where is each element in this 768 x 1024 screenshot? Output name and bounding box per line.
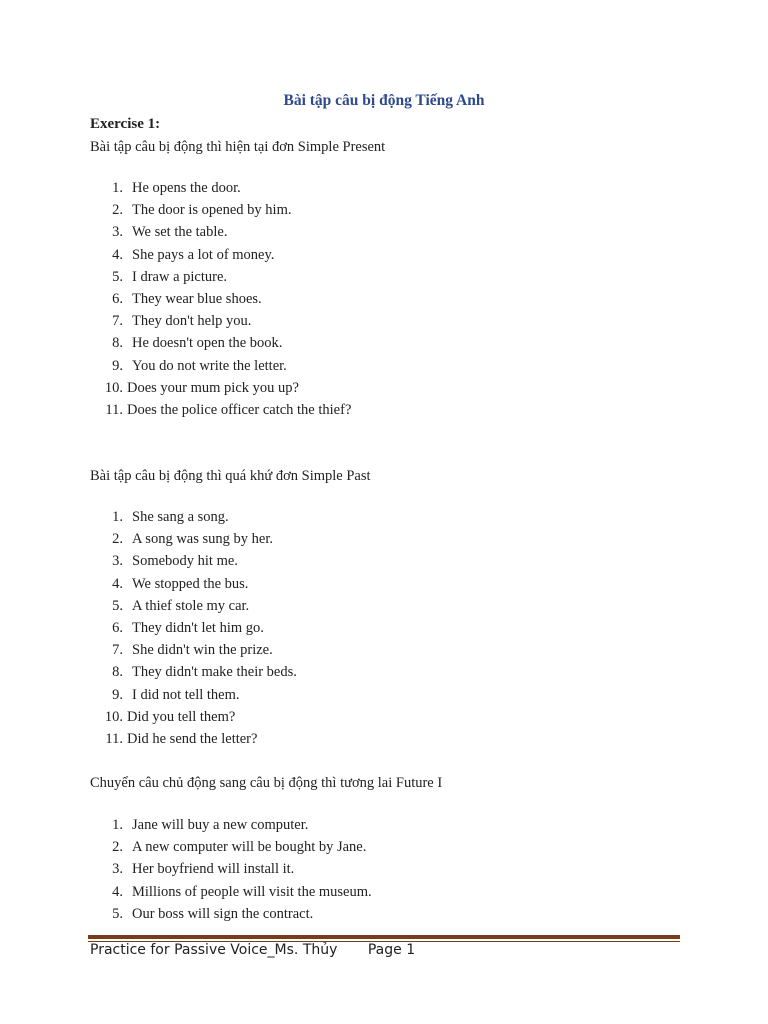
list-item-number: 11. (105, 730, 123, 747)
section-heading-future: Chuyển câu chủ động sang câu bị động thì tương lai Future I (90, 775, 443, 791)
list-item (90, 881, 372, 903)
list-item-text: A new computer will be bought by Jane. (132, 839, 367, 856)
list-item-text: I draw a picture. (132, 268, 228, 285)
list-item (90, 595, 297, 617)
list-item-number: 5. (112, 268, 123, 285)
list-item (90, 706, 297, 728)
list-item-text: Millions of people will visit the museum. (132, 883, 372, 900)
list-item (90, 506, 297, 528)
list-item (90, 550, 297, 572)
list-item-text: I did not tell them. (132, 686, 240, 703)
list-item-text: We set the table. (132, 224, 228, 241)
list-item-text: Does your mum pick you up? (127, 379, 299, 396)
list-item-number: 1. (112, 817, 123, 833)
list-item-number: 5. (112, 905, 123, 922)
list-item-number: 3. (112, 224, 123, 241)
list-item (90, 199, 351, 221)
list-item-text: They didn't let him go. (132, 619, 264, 636)
list-item-number: 4. (112, 883, 123, 900)
list-item-text: Does the police officer catch the thief? (127, 401, 352, 418)
list-item (90, 661, 297, 683)
document-title: Bài tập câu bị động Tiếng Anh (283, 92, 485, 109)
list-item-text: She sang a song. (132, 509, 229, 525)
list-item (90, 684, 297, 706)
list-item-number: 11. (105, 401, 123, 418)
list-item-number: 5. (112, 597, 123, 614)
list-item (90, 177, 351, 199)
list-item-text: Jane will buy a new computer. (132, 817, 309, 833)
list-item-text: Somebody hit me. (132, 553, 238, 570)
list-item-number: 7. (112, 642, 123, 659)
list-item (90, 288, 351, 310)
list-item (90, 836, 372, 858)
list-item-number: 2. (112, 531, 123, 548)
list-item-number: 10. (104, 379, 123, 396)
list-item (90, 399, 351, 421)
list-item (90, 332, 351, 354)
list-item-text: A thief stole my car. (132, 597, 250, 614)
section-heading-past: Bài tập câu bị động thì quá khứ đơn Simple Past (90, 468, 371, 484)
list-item (90, 858, 372, 880)
exercise-heading: Exercise 1: (90, 116, 161, 132)
list-item (90, 221, 351, 243)
list-item (90, 244, 351, 266)
list-item-number: 8. (112, 664, 123, 681)
list-item-number: 4. (112, 575, 123, 592)
list-item-number: 10. (104, 708, 123, 725)
list-item-number: 1. (112, 180, 123, 196)
list-item (90, 573, 297, 595)
list-item (90, 728, 297, 750)
list-item-number: 9. (112, 686, 123, 703)
list-item-number: 1. (112, 509, 123, 525)
list-item (90, 814, 372, 836)
list-item-number: 6. (112, 290, 123, 307)
list-item-number: 9. (112, 357, 123, 374)
list-item-text: Did he send the letter? (127, 730, 258, 747)
list-item-text: We stopped the bus. (132, 575, 249, 592)
list-item-number: 3. (112, 861, 123, 878)
list-item-number: 2. (112, 202, 123, 219)
list-item (90, 266, 351, 288)
list-item (90, 310, 351, 332)
list-item (90, 528, 297, 550)
list-item-text: Did you tell them? (127, 708, 236, 725)
footer-rule-thick (88, 935, 680, 939)
list-item (90, 639, 297, 661)
list-item-text: The door is opened by him. (132, 202, 292, 219)
list-item (90, 903, 372, 925)
list-item-number: 8. (112, 335, 123, 352)
list-item-text: They wear blue shoes. (132, 290, 262, 307)
list-item-text: He opens the door. (132, 180, 241, 196)
list-item-number: 6. (112, 619, 123, 636)
page-number: Page 1 (367, 942, 416, 958)
list-item-number: 7. (112, 313, 123, 330)
list-item-number: 3. (112, 553, 123, 570)
list-past (90, 506, 297, 750)
list-item-number: 2. (112, 839, 123, 856)
list-item-number: 4. (112, 246, 123, 263)
footer-text: Practice for Passive Voice_Ms. Thủy (90, 942, 338, 958)
list-item (90, 617, 297, 639)
list-item (90, 377, 351, 399)
list-item-text: Our boss will sign the contract. (132, 905, 314, 922)
list-item-text: You do not write the letter. (132, 357, 287, 374)
list-item-text: They didn't make their beds. (132, 664, 297, 681)
list-item (90, 355, 351, 377)
page-footer (90, 942, 415, 958)
list-present (90, 177, 351, 421)
list-item-text: They don't help you. (132, 313, 252, 330)
section-heading-present: Bài tập câu bị động thì hiện tại đơn Simple Present (90, 139, 386, 155)
list-item-text: Her boyfriend will install it. (132, 861, 295, 878)
list-future (90, 814, 372, 925)
list-item-text: A song was sung by her. (132, 531, 273, 548)
list-item-text: He doesn't open the book. (132, 335, 283, 352)
list-item-text: She pays a lot of money. (132, 246, 275, 263)
list-item-text: She didn't win the prize. (132, 642, 273, 659)
